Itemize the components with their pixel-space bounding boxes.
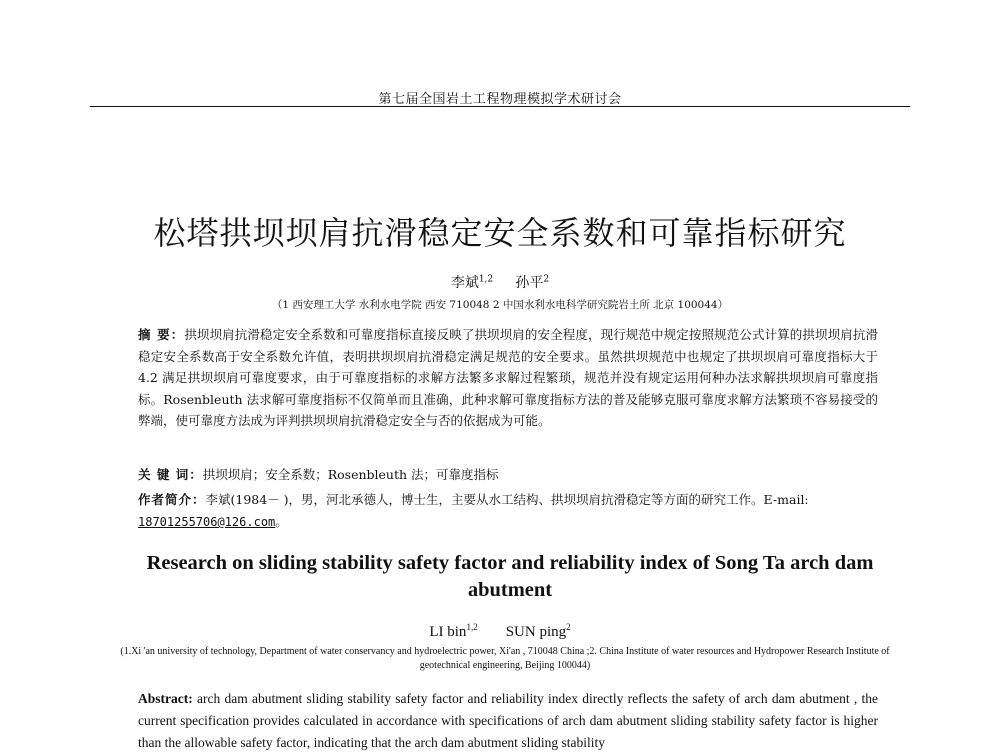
en-abstract-text: arch dam abutment sliding stability safety factor and reliability index directly reflects the safety of arch dam abutment , the current specification provides calculated in accordance with specifications of arch dam abutment sliding stability safety factor is higher than the allowable safety factor, indicating that the arch dam abutment sliding stability [138, 691, 878, 750]
en-abstract [138, 688, 878, 754]
cn-title: 松塔拱坝坝肩抗滑稳定安全系数和可靠指标研究 [153, 214, 847, 252]
cn-bio-text: 李斌(1984－ )，男，河北承德人，博士生，主要从水工结构、拱坝坝肩抗滑稳定等方面的研究工作。E-mail: [205, 492, 809, 507]
cn-abstract [138, 324, 878, 432]
cn-keywords-text: 拱坝坝肩；安全系数；Rosenbleuth 法；可靠度指标 [202, 467, 499, 482]
cn-author-1: 李斌$^{1,2}$ [450, 274, 494, 291]
cn-author-bio [138, 489, 878, 533]
cn-authors [0, 272, 1000, 292]
en-affiliation: (1.Xi 'an university of technology, Department of water conservancy and hydroelectric power, Xi'an , 710048 China ;2. China Institute of water resources and Hydropower Research Institute of geotechnical engineering, Beijing 100044) [120, 646, 890, 671]
cn-bio-label: 作者简介： [138, 492, 206, 507]
en-author-1: LI bin$^{1,2}$ [429, 622, 478, 640]
header-rule [90, 106, 910, 107]
cn-keywords [138, 465, 878, 483]
cn-affiliation: （1 西安理工大学 水利水电学院 西安 710048 2 中国水利水电科学研究院岩土所 北京 100044） [271, 299, 729, 311]
cn-bio-end: 。 [275, 514, 288, 529]
email-link[interactable]: 18701255706@126.com [138, 515, 276, 529]
cn-keywords-label: 关 键 词： [138, 467, 203, 482]
en-title: Research on sliding stability safety factor and reliability index of Song Ta arch dam abutment [146, 552, 874, 601]
running-header: 第七届全国岩土工程物理模拟学术研讨会 [378, 92, 622, 107]
cn-abstract-text: 拱坝坝肩抗滑稳定安全系数和可靠度指标直接反映了拱坝坝肩的安全程度，现行规范中规定按照规范公式计算的拱坝坝肩抗滑稳定安全系数高于安全系数允许值，表明拱坝坝肩抗滑稳定满足规范的安全要求。虽然拱坝规范中也规定了拱坝坝肩可靠度指标大于 4.2 满足拱坝坝肩可靠度要求，由于可靠度指标的求解方法繁多求解过程繁琐，规范并没有规定运用何种办法求解拱坝坝肩可靠度指标。Rosenbleuth 法求解可靠度指标不仅简单而且准确，此种求解可靠度指标方法的普及能够克服可靠度求解方法繁琐不容易接受的弊端，使可靠度方法成为评判拱坝坝肩抗滑稳定安全与否的依据成为可能。 [138, 327, 878, 428]
en-author-2: SUN ping$^2$ [505, 622, 571, 640]
cn-abstract-label: 摘 要： [138, 327, 185, 342]
en-abstract-label: Abstract: [138, 691, 193, 706]
en-authors [0, 622, 1000, 641]
cn-author-2: 孙平$^2$ [515, 274, 550, 291]
